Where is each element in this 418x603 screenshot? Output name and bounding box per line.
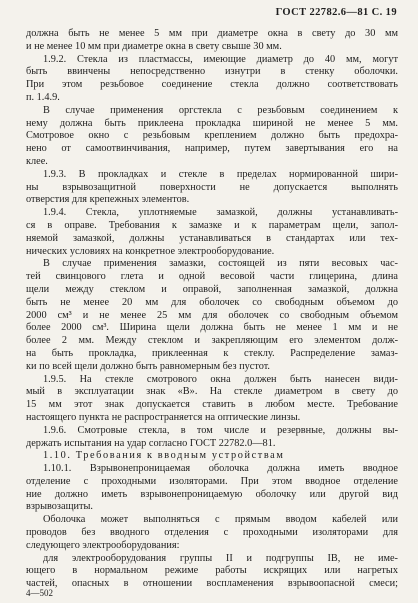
text-line: частей, опасных в отношении воспламенения взрывоопасной смеси; [26,578,398,590]
text-line: щели между стеклом и оправой, заполненная замазкой, должна [26,283,398,295]
text-line: Смотровое окно с резьбовым креплением должно быть предохра- [26,130,398,142]
text-line: ние должно иметь взрывонепроницаемую оболочку или другой вид [26,488,398,500]
text-line: При этом резьбовое соединение стекла должно соответствовать [26,79,398,91]
text-line: клее. [26,155,48,167]
text-line: няемой замазкой, должны устанавливаться в стандартах или тех- [26,232,398,244]
text-line: взрывозащиты. [26,501,94,513]
text-line: и не менее 10 мм при диаметре окна в свету свыше 30 мм. [26,40,282,52]
text-line: ся в оправе. Требования к замазке и к параметрам щели, запол- [26,219,398,231]
text-line: 15 мм этот знак допускается ставить в любом месте. Требование [26,399,398,411]
text-line: ющего в нормальном режиме работы искрящих или нагретых [26,565,398,577]
text-line: отверстия для крепежных элементов. [26,194,190,206]
text-line: следующего электрооборудования: [26,539,180,551]
body-text [26,28,398,591]
page-footer-mark: 4—502 [26,588,53,598]
text-line: Оболочка может выполняться с прямым вводом кабелей или [43,514,398,526]
text-line: ки по всей щели должно быть равномерным без пустот. [26,360,271,372]
text-line: 1.9.4. Стекла, уплотняемые замазкой, должны устанавливать- [43,207,398,219]
text-line: 1.9.3. В прокладках и стекле в пределах нормированной шири- [43,168,398,180]
text-line: мый в эксплуатации знак «В». На стекле диаметром в свету до [26,386,398,398]
text-line: п. 1.4.9. [26,91,60,103]
text-line: В случае применения оргстекла с резьбовым соединением к [43,104,398,116]
text-line: 1.10.1. Взрывонепроницаемая оболочка должна иметь вводное [43,463,398,475]
text-line: тей свинцового глета и одной весовой части глицерина, длина [26,271,398,283]
text-line: 1.10. Требования к вводным устройствам [43,450,285,462]
text-line: держать испытания на удар согласно ГОСТ 22782.0—81. [26,437,276,449]
text-line: 2000 см³ и не менее 25 мм для оболочек со свободным объемом [26,309,398,321]
text-line: для электрооборудования группы II и подгруппы IВ, не име- [43,552,398,564]
text-line: 1.9.6. Смотровые стекла, в том числе и резервные, должны вы- [43,424,398,436]
text-line: должна быть не менее 5 мм при диаметре окна в свету до 30 мм [26,28,398,39]
text-line: В случае применения замазки, состоящей из пяти весовых час- [43,258,398,270]
text-line: быть не менее 20 мм для оболочек со свободным объемом до [26,296,398,308]
text-line: нено от самоотвинчивания, например, путем завертывания его на [26,143,398,155]
text-line: нему должна быть приклеена прокладка шириной не менее 5 мм. [26,117,398,129]
text-line: нических условиях на конкретное электрооборудование. [26,245,275,257]
text-line: 1.9.5. На стекле смотрового окна должен быть нанесен види- [43,373,398,385]
text-line: 1.9.2. Стекла из пластмассы, имеющие диаметр до 40 мм, могут [43,53,398,65]
text-line: настоящего пункта не распространяется на оптические линзы. [26,411,301,423]
text-line: более 2 мм. Между стеклом и закрепляющим его элементом долж- [26,335,398,347]
text-line: более 2000 см³. Ширина щели должна быть не менее 1 мм и не [26,322,398,334]
text-line: на быть прокладка, приклеенная к стеклу. Распределение замаз- [26,347,398,359]
text-line: проводов без вводного отделения с проходными изоляторами для [26,527,398,539]
page-header: ГОСТ 22782.6—81 С. 19 [275,7,397,18]
text-line: ны взрывозащитной поверхности не допускается выполнять [26,181,398,193]
text-line: отделение с проходными изоляторами. При этом вводное отделение [26,475,398,487]
text-line: быть ввинчены непосредственно изнутри в стенку оболочки. [26,66,398,78]
